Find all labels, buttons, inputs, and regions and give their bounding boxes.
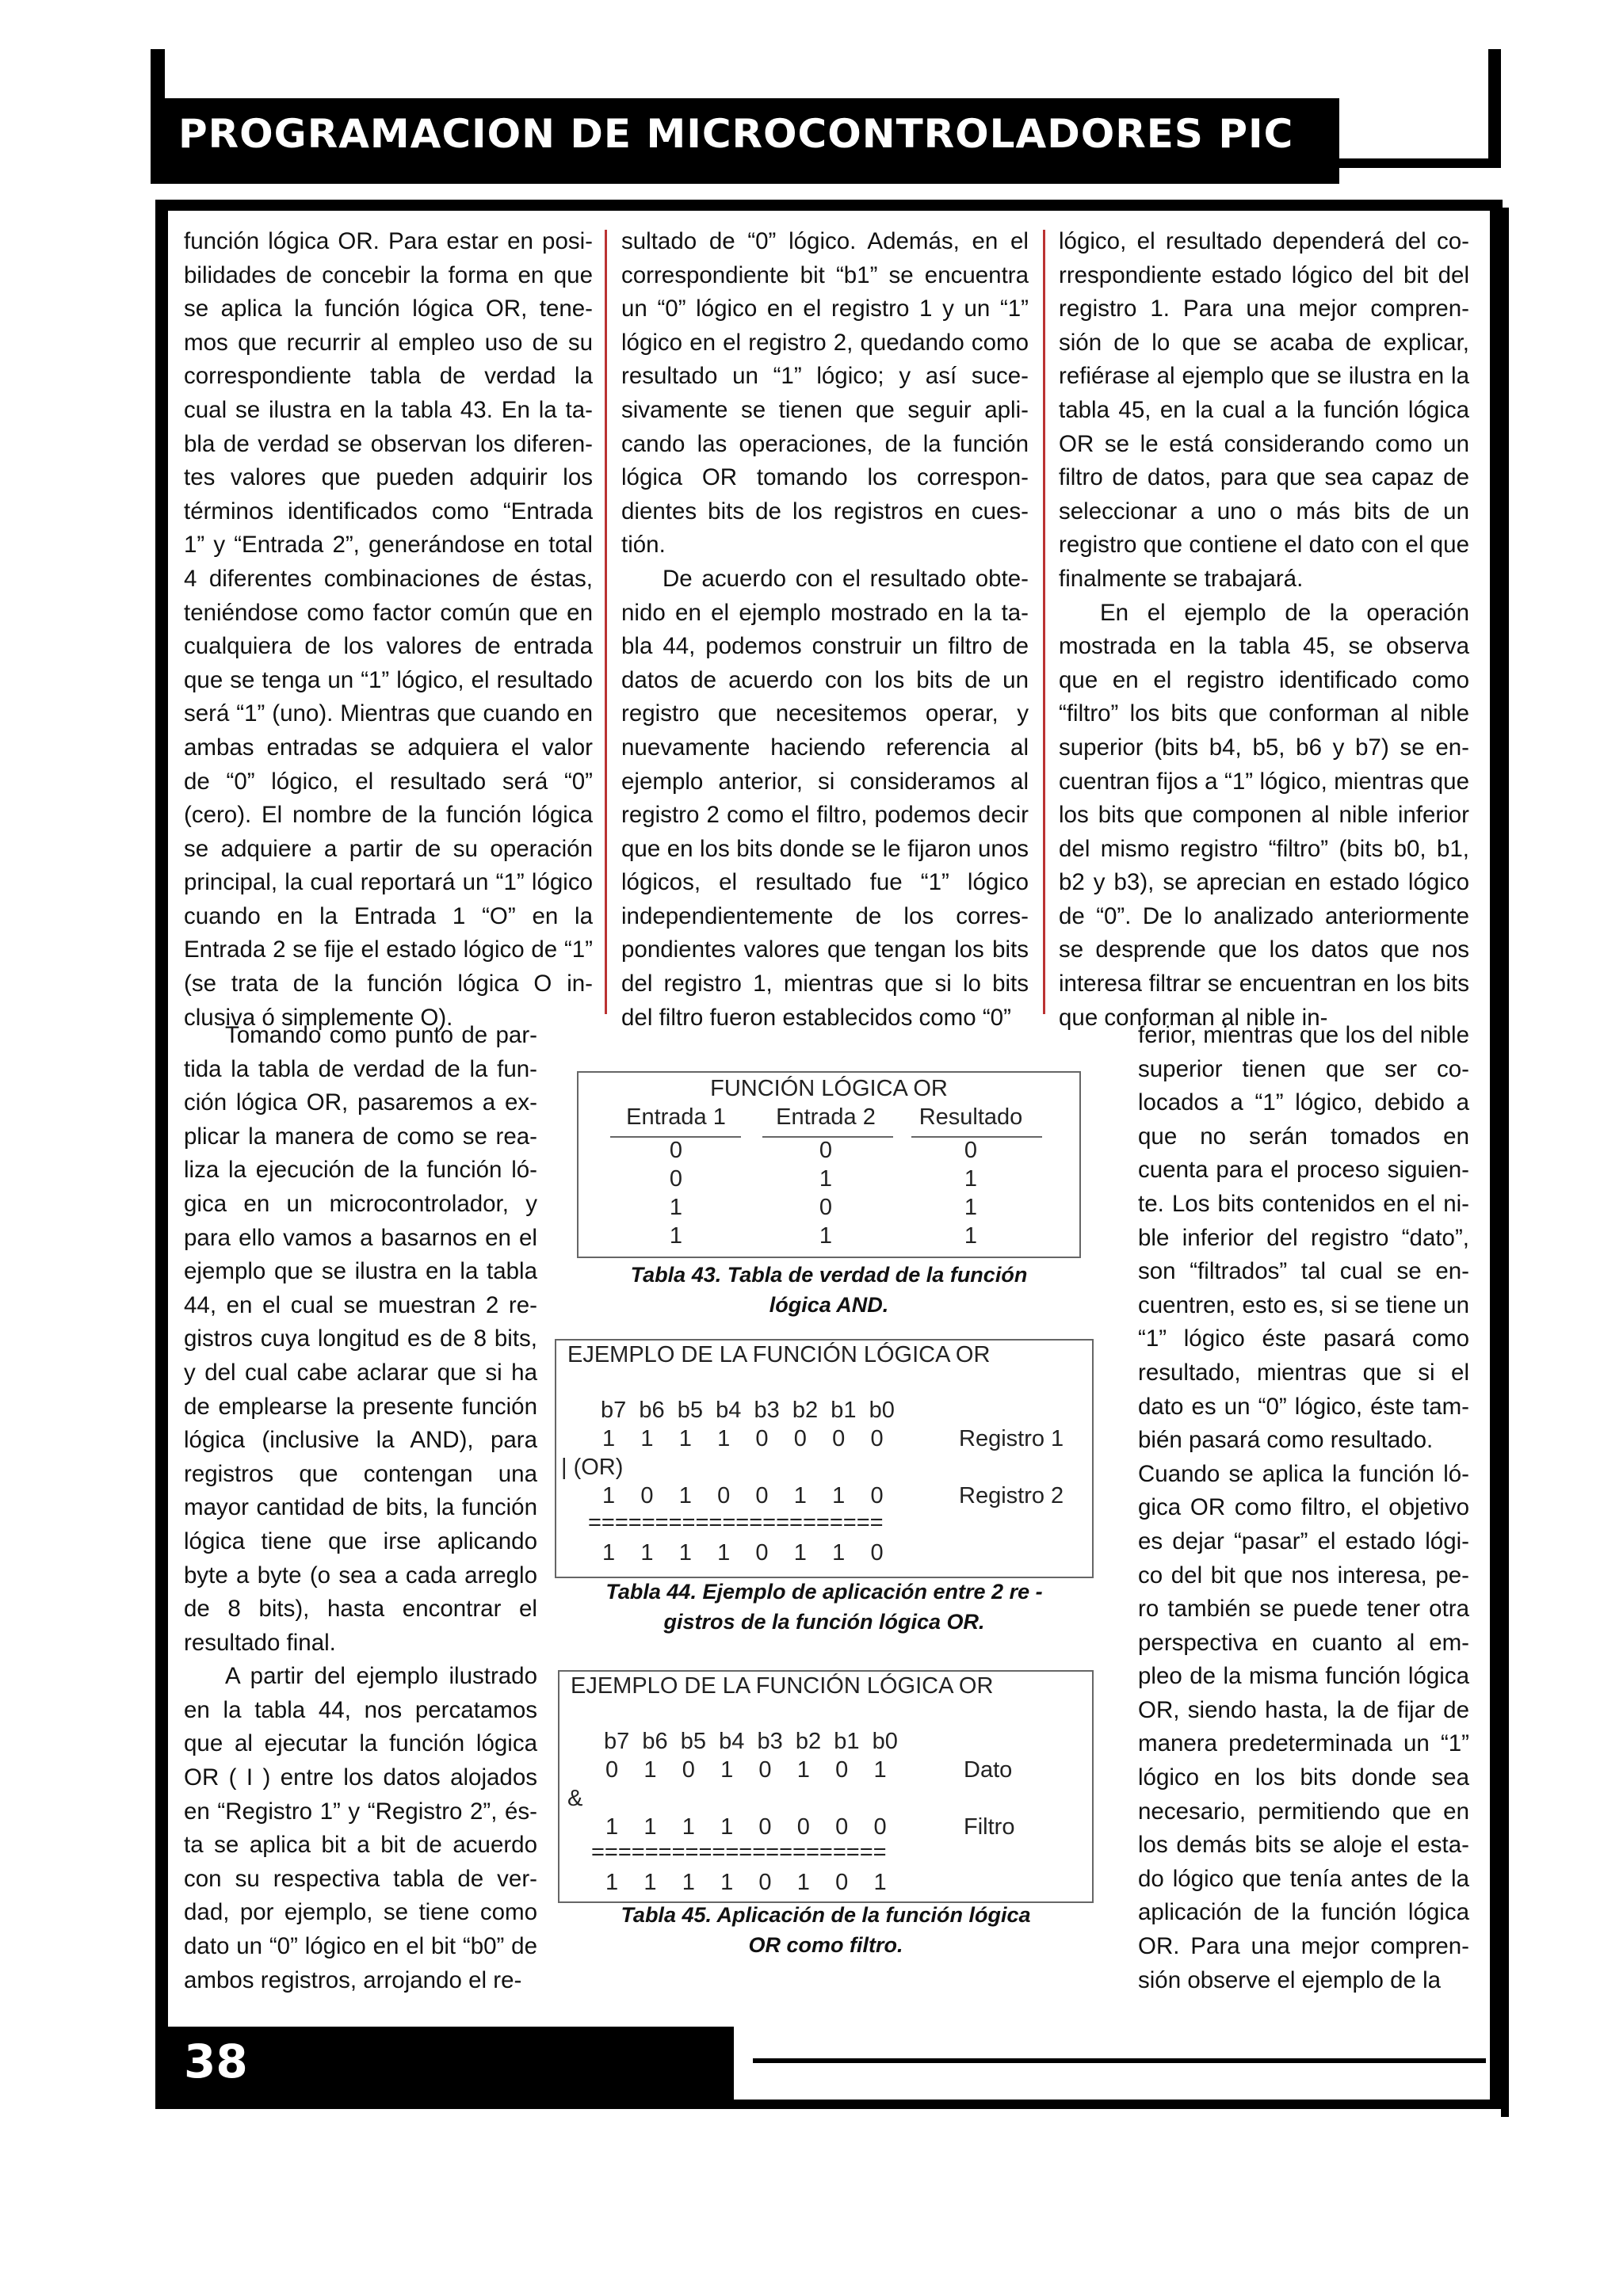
- column-1-top: [184, 225, 593, 1035]
- paragraph: A partir del ejemplo ilustrado en la tabla 44, nos percatamos que al ejecutar la función lógica OR ( I ) entre los datos alojados en “Registro 1” y “Registro 2”, ésta se aplica bit a bit de acuerdo con su respectiva tabla de verdad, por ejemplo, se tiene como dato un “0” lógico en el bit “b0” de ambos registros, arrojando el re-: [184, 1663, 537, 1993]
- table-43-caption: [577, 1260, 1081, 1320]
- table-cell: 0: [819, 1138, 833, 1163]
- table-header: Entrada 1: [626, 1104, 726, 1130]
- paragraph: En el ejemplo de la operación mostrada en la tabla 45, se observa que en el registro identificado como “filtro” los bits que conforman al nible superior (bits b4, b5, b6 y b7) se encuentran fijos a “1” lógico, mientras que los bits que componen al nible inferior del mismo registro “filtro” (bits b0, b1, b2 y b3), se aprecian en estado lógico de “0”. De lo analizado anteriormente se desprende que los datos que nos interesa filtrar se encuentran en los bits que conforman al nible in-: [1059, 599, 1469, 1031]
- column-rule-2: [1043, 230, 1045, 1014]
- table-cell: 0: [819, 1195, 833, 1220]
- page-header-title: PROGRAMACION DE MICROCONTROLADORES PIC: [178, 111, 1294, 157]
- register-label: Registro 1: [959, 1426, 1064, 1451]
- operator-label: &: [567, 1786, 583, 1811]
- paragraph: De acuerdo con el resultado obtenido en el ejemplo mostrado en la tabla 44, podemos construir un filtro de datos de acuerdo con los bits de un registro que necesitemos operar, y nuevamente haciendo referencia al ejemplo anterior, si consideramos al registro 2 como el filtro, podemos decir que en los bits donde se le fijaron unos lógicos, el resultado fue “1” lógico independientemente de los correspondientes valores que tengan los bits del registro 1, mientras que si lo bits del filtro fueron establecidos como “0”: [621, 565, 1029, 1031]
- column-1-bottom: [184, 1019, 537, 1997]
- caption-line: gistros de la función lógica OR.: [663, 1610, 985, 1634]
- page-number: 38: [184, 2035, 248, 2088]
- operator-label: | (OR): [561, 1455, 624, 1480]
- caption-line: lógica AND.: [769, 1293, 889, 1317]
- table-cell: 1: [819, 1223, 833, 1249]
- register-bits: 1 0 1 0 0 1 1 0: [602, 1483, 884, 1508]
- table-45-caption: [558, 1900, 1094, 1960]
- separator-line: ======================: [588, 1510, 884, 1535]
- column-3-bottom: [1138, 1019, 1469, 1997]
- caption-line: Tabla 44. Ejemplo de aplicación entre 2 re -: [605, 1580, 1043, 1604]
- separator-line: ======================: [591, 1840, 887, 1865]
- register-label: Dato: [964, 1757, 1013, 1783]
- bit-header: b7 b6 b5 b4 b3 b2 b1 b0: [601, 1398, 895, 1423]
- column-2: [621, 225, 1029, 1035]
- example-table-44: [555, 1339, 1094, 1578]
- footer-rule: [753, 2058, 1486, 2063]
- table-cell: 0: [669, 1166, 683, 1192]
- column-3-top: [1059, 225, 1469, 1035]
- column-rule-1: [605, 230, 607, 1014]
- frame-shadow: [1501, 208, 1509, 2117]
- table-header: Entrada 2: [776, 1104, 876, 1130]
- frame-left-border: [155, 200, 168, 2109]
- header-right-bar: [1488, 49, 1501, 168]
- table-cell: 1: [819, 1166, 833, 1192]
- paragraph: lógico, el resultado dependerá del correspondiente estado lógico del bit del registro 1. Para una mejor comprensión de lo que se acaba de explicar, refiérase al ejemplo que se ilustra en la tabla 45, en la cual a la función lógica OR se le está considerando como un filtro de datos, para que sea capaz de seleccionar a uno o más bits de un registro que contiene el dato con el que finalmente se trabajará.: [1059, 228, 1469, 592]
- table-title: FUNCIÓN LÓGICA OR: [710, 1076, 948, 1101]
- bit-header: b7 b6 b5 b4 b3 b2 b1 b0: [604, 1729, 898, 1754]
- table-cell: 1: [964, 1223, 978, 1249]
- table-cell: 0: [964, 1138, 978, 1163]
- example-table-45: [558, 1670, 1094, 1903]
- frame-top-border: [155, 200, 1501, 211]
- table-header: Resultado: [918, 1104, 1023, 1130]
- table-cell: 0: [669, 1138, 683, 1163]
- truth-table-43: [577, 1071, 1081, 1258]
- table-cell: 1: [964, 1166, 978, 1192]
- table-cell: 1: [964, 1195, 978, 1220]
- paragraph: Cuando se aplica la función lógica OR como filtro, el objetivo es dejar “pasar” el estado lógico del bit que nos interesa, pero también se puede tener otra perspectiva en cuanto al empleo de la misma función lógica OR, siendo hasta, la de fijar de manera predeterminada un “1” lógico en los bits donde sea necesario, permitiendo que en los demás bits se aloje el estado lógico que tenía antes de la aplicación de la función lógica OR. Para una mejor comprensión observe el ejemplo de la: [1138, 1460, 1469, 1993]
- result-bits: 1 1 1 1 0 1 0 1: [605, 1870, 887, 1895]
- table-cell: 1: [669, 1195, 683, 1220]
- paragraph: sultado de “0” lógico. Además, en el correspondiente bit “b1” se encuentra un “0” lógico en el registro 1 y un “1” lógico en el registro 2, quedando como resultado un “1” lógico; y así sucesivamente se tienen que seguir aplicando las operaciones, de la función lógica OR tomando los correspondientes bits de los registros en cuestión.: [621, 228, 1029, 559]
- register-bits: 0 1 0 1 0 1 0 1: [605, 1757, 887, 1783]
- paragraph: Tomando como punto de partida la tabla de verdad de la función lógica OR, pasaremos a explicar la manera de como se realiza la ejecución de la función lógica en un microcontrolador, y para ello vamos a basarnos en el ejemplo que se ilustra en la tabla 44, en el cual se muestran 2 registros cuya longitud es de 8 bits, y del cual cabe aclarar que si ha de emplearse la presente función lógica (inclusive la AND), para registros que contengan una mayor cantidad de bits, la función lógica tiene que irse aplicando byte a byte (o sea a cada arreglo de 8 bits), hasta encontrar el resultado final.: [184, 1022, 537, 1656]
- register-bits: 1 1 1 1 0 0 0 0: [602, 1426, 884, 1451]
- table-title: EJEMPLO DE LA FUNCIÓN LÓGICA OR: [567, 1342, 991, 1367]
- register-label: Filtro: [964, 1814, 1015, 1840]
- table-44-caption: [555, 1577, 1094, 1637]
- caption-line: Tabla 45. Aplicación de la función lógica: [621, 1903, 1031, 1927]
- register-label: Registro 2: [959, 1483, 1064, 1508]
- header-rule: [1339, 158, 1501, 168]
- caption-line: Tabla 43. Tabla de verdad de la función: [630, 1263, 1028, 1287]
- register-bits: 1 1 1 1 0 0 0 0: [605, 1814, 887, 1840]
- caption-line: OR como filtro.: [748, 1933, 903, 1957]
- paragraph: función lógica OR. Para estar en posibilidades de concebir la forma en que se aplica la función lógica OR, tenemos que recurrir al empleo uso de su correspondiente tabla de verdad la cual se ilustra en la tabla 43. En la tabla de verdad se observan los diferentes valores que pueden adquirir los términos identificados como “Entrada 1” y “Entrada 2”, generándose en total 4 diferentes combinaciones de éstas, teniéndose como factor común que en cualquiera de los valores de entrada que se tenga un “1” lógico, el resultado será “1” (uno). Mientras que cuando en ambas entradas se adquiera el valor de “0” lógico, el resultado será “0” (cero). El nombre de la función lógica se adquiere a partir de su operación principal, la cual reportará un “1” lógico cuando en la Entrada 1 “O” en la Entrada 2 se fije el estado lógico de “1” (se trata de la función lógica O inclusiva ó simplemente O).: [184, 228, 593, 1031]
- footer-bottom-border: [734, 2100, 1503, 2109]
- paragraph: ferior, mientras que los del nible superior tienen que ser colocados a “1” lógico, debido a que no serán tomados en cuenta para el proceso siguiente. Los bits contenidos en el nible inferior del registro “dato”, son “filtrados” tal cual se encuentren, esto es, si se tiene un “1” lógico éste pasará como resultado, mientras que si el dato es un “0” lógico, éste también pasará como resultado.: [1138, 1022, 1469, 1454]
- result-bits: 1 1 1 1 0 1 1 0: [602, 1540, 884, 1566]
- table-title: EJEMPLO DE LA FUNCIÓN LÓGICA OR: [571, 1673, 994, 1699]
- table-cell: 1: [669, 1223, 683, 1249]
